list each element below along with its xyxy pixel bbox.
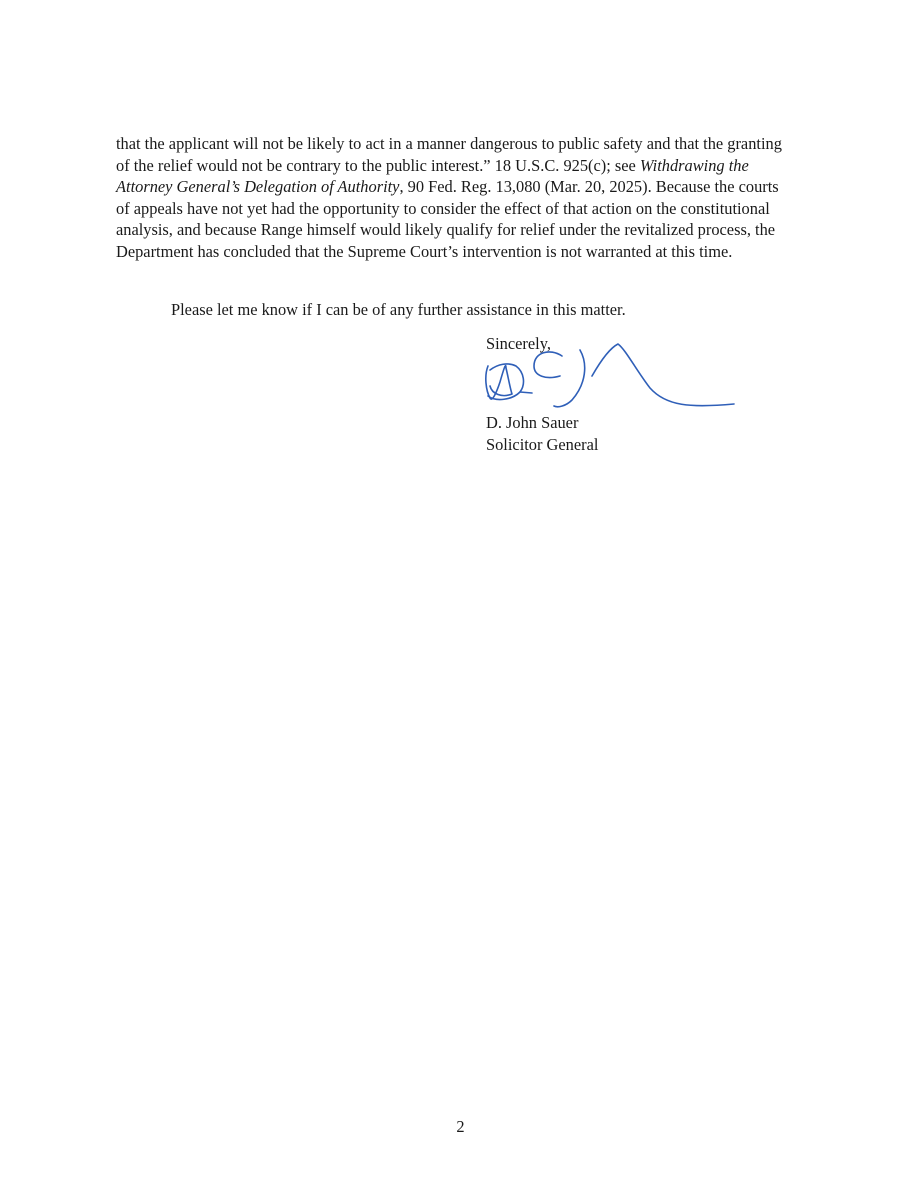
signature-block <box>486 412 598 455</box>
signature-stroke-sweep <box>592 344 734 406</box>
page-number: 2 <box>456 1117 465 1136</box>
signature-stroke-d <box>486 366 512 399</box>
signer-name: D. John Sauer <box>486 413 579 432</box>
signature-stroke-d-tail <box>488 364 523 400</box>
paragraph-1-text-start: that the applicant will not be likely to act in a manner dangerous to public safety and that the granting of the relief would not be contrary to the public interest.” 18 U.S.C. 925(c); see <box>116 134 782 175</box>
signature-stroke-j <box>554 350 585 407</box>
paragraph-1-text-end: , 90 Fed. Reg. 13,080 (Mar. 20, 2025). Because the courts of appeals have not yet had the opportunity to consider the effect of that action on the constitutional analysis, and because Range himself would likely qualify for relief under the revitalized process, the Department has concluded that the Supreme Court’s intervention is not warranted at this time. <box>116 177 779 261</box>
body-paragraph-1 <box>116 133 782 263</box>
signature-stroke-dash <box>520 392 532 393</box>
signer-title: Solicitor General <box>486 434 599 454</box>
signature-stroke-c <box>534 352 562 378</box>
body-paragraph-2: Please let me know if I can be of any further assistance in this matter. <box>171 300 626 319</box>
closing-salutation: Sincerely, <box>486 334 551 353</box>
citation-title: Withdrawing the Attorney General’s Delegation of Authority <box>116 155 749 197</box>
